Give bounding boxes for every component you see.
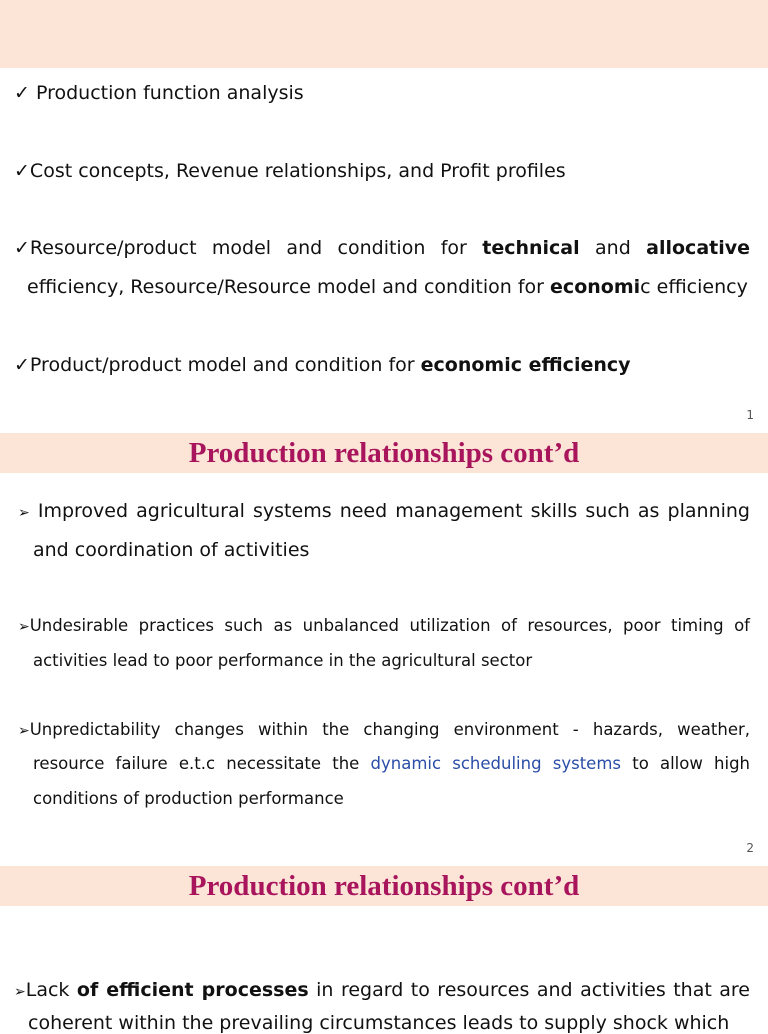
- slide2-bullet-1-line2: [33, 539, 750, 561]
- bullet-text: to allow high: [632, 754, 751, 773]
- slide2-bullet-3-line2: [33, 754, 750, 773]
- slide3-bullet-1-line2: [28, 1012, 750, 1034]
- slide2-title-band: [0, 433, 768, 473]
- bold-term: economi: [550, 276, 641, 298]
- slide2-bullet-1-line1: [18, 500, 750, 522]
- item-text: efficiency, Resource/Resource model and condition for: [27, 276, 544, 298]
- item-text: Cost concepts, Revenue relationships, and Profit profiles: [29, 160, 566, 182]
- bullet-text: in regard to resources and activities that are: [316, 979, 750, 1001]
- bold-term: economic efficiency: [420, 354, 631, 376]
- item-text: c efficiency: [640, 276, 748, 298]
- bullet-text: and coordination of activities: [33, 539, 310, 561]
- dynamic-scheduling-link[interactable]: dynamic scheduling systems: [370, 754, 622, 773]
- checkmark-icon: ✓: [14, 237, 30, 259]
- bullet-text: coherent within the prevailing circumstances leads to supply shock which: [28, 1012, 730, 1034]
- slide2-bullet-3-line3: [33, 789, 750, 808]
- slide1-item-4: [14, 354, 750, 376]
- arrow-bullet-icon: ➢: [18, 723, 30, 739]
- page-number: 2: [746, 841, 754, 855]
- slide1-item-2: [14, 160, 750, 182]
- bold-term: allocative: [646, 237, 751, 259]
- bullet-text: Unpredictability changes within the changing environment - hazards, weather,: [29, 720, 750, 739]
- item-text: Product/product model and condition for: [29, 354, 415, 376]
- bold-term: technical: [482, 237, 580, 259]
- bullet-text: activities lead to poor performance in the agricultural sector: [33, 651, 533, 670]
- bullet-text: Lack: [25, 979, 70, 1001]
- arrow-bullet-icon: ➢: [14, 984, 26, 1000]
- bold-term: of efficient processes: [76, 979, 309, 1001]
- item-text: Resource/product model and condition for: [29, 237, 467, 259]
- checkmark-icon: ✓: [14, 160, 30, 182]
- checkmark-icon: ✓: [14, 82, 30, 104]
- bullet-text: Improved agricultural systems need management skills such as planning: [37, 500, 750, 522]
- slide-title: Production relationships cont’d: [188, 436, 580, 469]
- slide2-bullet-2-line2: [33, 651, 750, 670]
- checkmark-icon: ✓: [14, 354, 30, 376]
- bullet-text: Undesirable practices such as unbalanced utilization of resources, poor timing of: [29, 616, 750, 635]
- item-text: Production function analysis: [35, 82, 304, 104]
- slide3-bullet-1-line1: [14, 979, 750, 1001]
- slide1-item-1: [14, 82, 750, 104]
- slide-title: Production relationships cont’d: [188, 869, 580, 902]
- slide1-item-3-line1: [14, 237, 750, 259]
- slide2-bullet-3-line1: [18, 720, 750, 739]
- slide2-bullet-2-line1: [18, 616, 750, 635]
- slide3-title-band: [0, 866, 768, 906]
- bullet-text: conditions of production performance: [33, 789, 344, 808]
- page-number: 1: [746, 408, 754, 422]
- bullet-text: resource failure e.t.c necessitate the: [33, 754, 360, 773]
- slide1-header-band: [0, 0, 768, 68]
- item-text: and: [595, 237, 631, 259]
- slide1-item-3-line2: [27, 276, 750, 298]
- arrow-bullet-icon: ➢: [18, 505, 30, 521]
- arrow-bullet-icon: ➢: [18, 619, 30, 635]
